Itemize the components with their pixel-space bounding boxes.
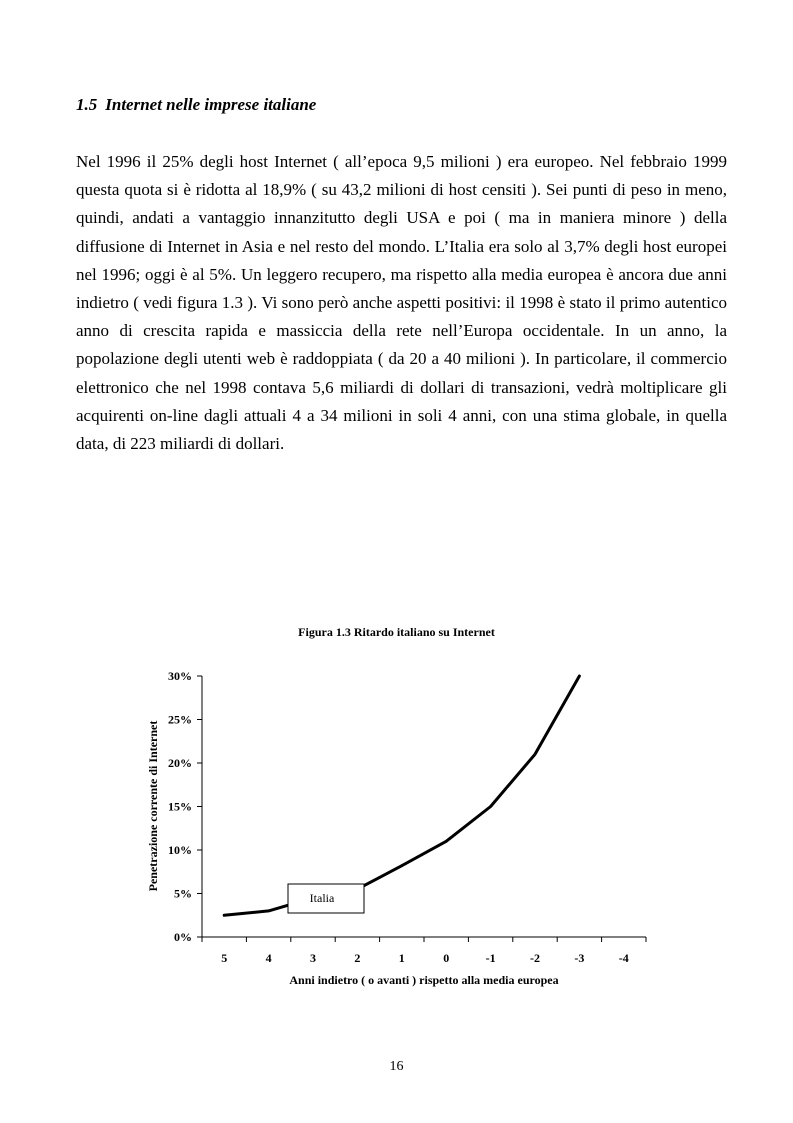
x-tick-label: -1 xyxy=(485,951,496,965)
x-tick-label: 1 xyxy=(398,951,405,965)
figure-caption: Figura 1.3 Ritardo italiano su Internet xyxy=(298,625,495,639)
x-tick-label: 2 xyxy=(354,951,361,965)
y-tick-label: 30% xyxy=(168,669,192,683)
x-tick-label: 4 xyxy=(265,951,272,965)
x-tick-label: -3 xyxy=(574,951,585,965)
y-tick-label: 5% xyxy=(174,886,192,901)
x-tick-label: 0 xyxy=(443,951,450,965)
x-tick-label: 3 xyxy=(310,951,316,965)
y-axis-label: Penetrazione corrente di Internet xyxy=(146,720,160,892)
x-tick-label: -2 xyxy=(530,951,540,965)
page-number: 16 xyxy=(389,1059,404,1074)
x-axis-label: Anni indietro ( o avanti ) rispetto alla media europea xyxy=(289,973,559,987)
y-tick-label: 15% xyxy=(168,799,192,814)
y-tick-label: 10% xyxy=(168,843,192,857)
y-tick-label: 20% xyxy=(168,756,192,770)
x-tick-label: 5 xyxy=(221,951,228,965)
y-tick-label: 25% xyxy=(168,712,192,727)
section-title: Internet nelle imprese italiane xyxy=(105,95,317,114)
section-number: 1.5 xyxy=(76,95,98,114)
y-tick-label: 0% xyxy=(174,930,192,944)
series-label: Italia xyxy=(309,891,335,905)
x-tick-label: -4 xyxy=(618,951,629,965)
body-paragraph: Nel 1996 il 25% degli host Internet ( all’epoca 9,5 milioni ) era europeo. Nel febbraio 1999 questa quota si è ridotta al 18,9% ( su 43,2 milioni di host censiti ). Sei punti di peso in meno, quindi, andati a vantaggio innanzitutto degli USA e poi ( ma in maniera minore ) della diffusione di Internet in Asia e nel resto del mondo. L’Italia era solo al 3,7% degli host europei nel 1996; oggi è al 5%. Un leggero recupero, ma rispetto alla media europea è ancora due anni indietro ( vedi figura 1.3 ). Vi sono però anche aspetti positivi: il 1998 è stato il primo autentico anno di crescita rapida e massiccia della rete nell’Europa occidentale. In un anno, la popolazione degli utenti web è raddoppiata ( da 20 a 40 milioni ). In particolare, il commercio elettronico che nel 1998 contava 5,6 miliardi di dollari di transazioni, vedrà moltiplicare gli acquirenti on-line dagli attuali 4 a 34 milioni in soli 4 anni, con una stima globale, in quella data, di 223 miliardi di dollari. xyxy=(76,152,727,454)
series-line-italia xyxy=(224,676,579,915)
